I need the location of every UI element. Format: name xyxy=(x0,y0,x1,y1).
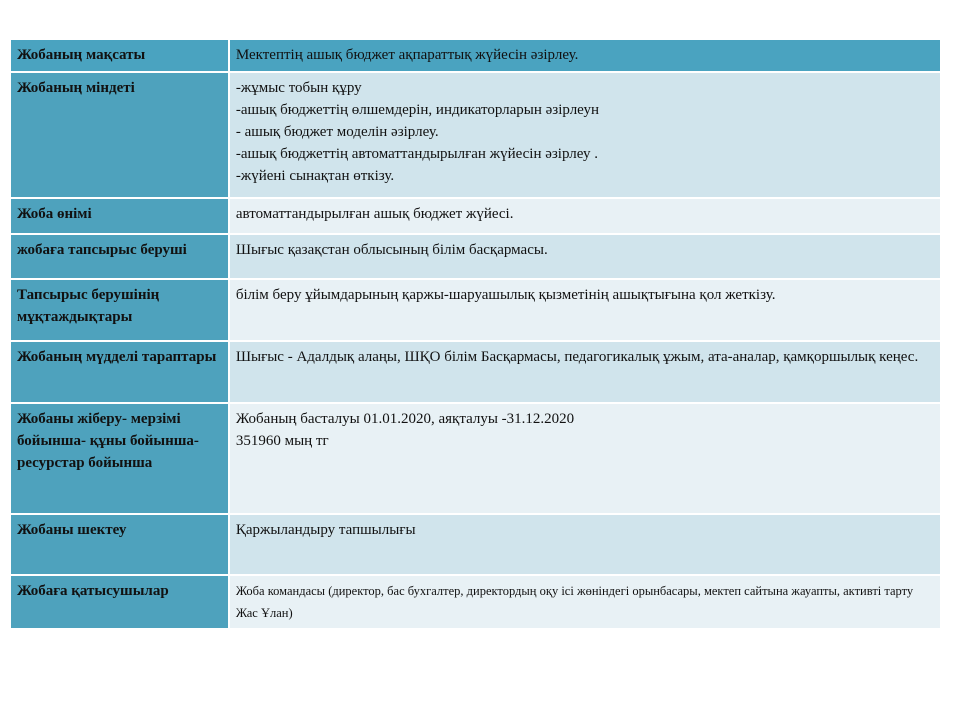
value-line: -ашық бюджеттің автоматтандырылған жүйесін әзірлеу . xyxy=(235,146,599,162)
row-value xyxy=(230,404,940,515)
table-row-customer-needs xyxy=(11,280,940,342)
row-value xyxy=(230,515,940,576)
row-value xyxy=(230,576,940,630)
value-line: -жұмыс тобын құру xyxy=(235,80,362,96)
row-label: Жобаны жіберу- мерзімі бойынша- құны бойынша- ресурстар бойынша xyxy=(11,404,230,515)
row-label: Жобаны шектеу xyxy=(11,515,230,576)
value-line: -жүйені сынақтан өткізу. xyxy=(235,168,395,184)
row-value xyxy=(230,73,940,199)
value-line: автоматтандырылған ашық бюджет жүйесі. xyxy=(235,206,514,222)
row-value xyxy=(230,342,940,404)
row-label: Жобаның мақсаты xyxy=(11,40,230,73)
table-row-product xyxy=(11,199,940,235)
value-line: - ашық бюджет моделін әзірлеу. xyxy=(235,124,439,140)
row-label: Жобаның мүдделі тараптары xyxy=(11,342,230,404)
table-row-constraints xyxy=(11,515,940,576)
row-value xyxy=(230,40,940,73)
row-value xyxy=(230,199,940,235)
row-value xyxy=(230,280,940,342)
table-row-launch xyxy=(11,404,940,515)
row-label: Жобаға қатысушылар xyxy=(11,576,230,630)
table-row-participants xyxy=(11,576,940,630)
project-passport-table xyxy=(11,40,940,630)
row-label: Тапсырыс берушінің мұқтаждықтары xyxy=(11,280,230,342)
value-line: Жоба командасы (директор, бас бухгалтер, директордың оқу ісі жөніндегі орынбасары, мектеп сайтына жауапты, активті тарту Жас Ұлан) xyxy=(235,584,914,620)
value-line: 351960 мың тг xyxy=(235,433,329,449)
table-row-stakeholders xyxy=(11,342,940,404)
value-line: Жобаның басталуы 01.01.2020, аяқталуы -31.12.2020 xyxy=(235,411,575,427)
table-row-customer xyxy=(11,235,940,280)
table-row-tasks xyxy=(11,73,940,199)
value-line: білім беру ұйымдарының қаржы-шаруашылық қызметінің ашықтығына қол жеткізу. xyxy=(235,287,776,303)
value-line: -ашық бюджеттің өлшемдерін, индикаторларын әзірлеун xyxy=(235,102,599,118)
row-label: Жобаның міндеті xyxy=(11,73,230,199)
table-row-goal xyxy=(11,40,940,73)
row-label: жобаға тапсырыс беруші xyxy=(11,235,230,280)
row-value xyxy=(230,235,940,280)
value-line: Шығыс - Адалдық алаңы, ШҚО білім Басқармасы, педагогикалық ұжым, ата-аналар, қамқоршылық кеңес. xyxy=(235,349,919,365)
value-line: Мектептің ашық бюджет ақпараттық жүйесін әзірлеу. xyxy=(235,47,579,63)
value-line: Қаржыландыру тапшылығы xyxy=(235,522,416,538)
value-line: Шығыс қазақстан облысының білім басқармасы. xyxy=(235,242,548,258)
row-label: Жоба өнімі xyxy=(11,199,230,235)
